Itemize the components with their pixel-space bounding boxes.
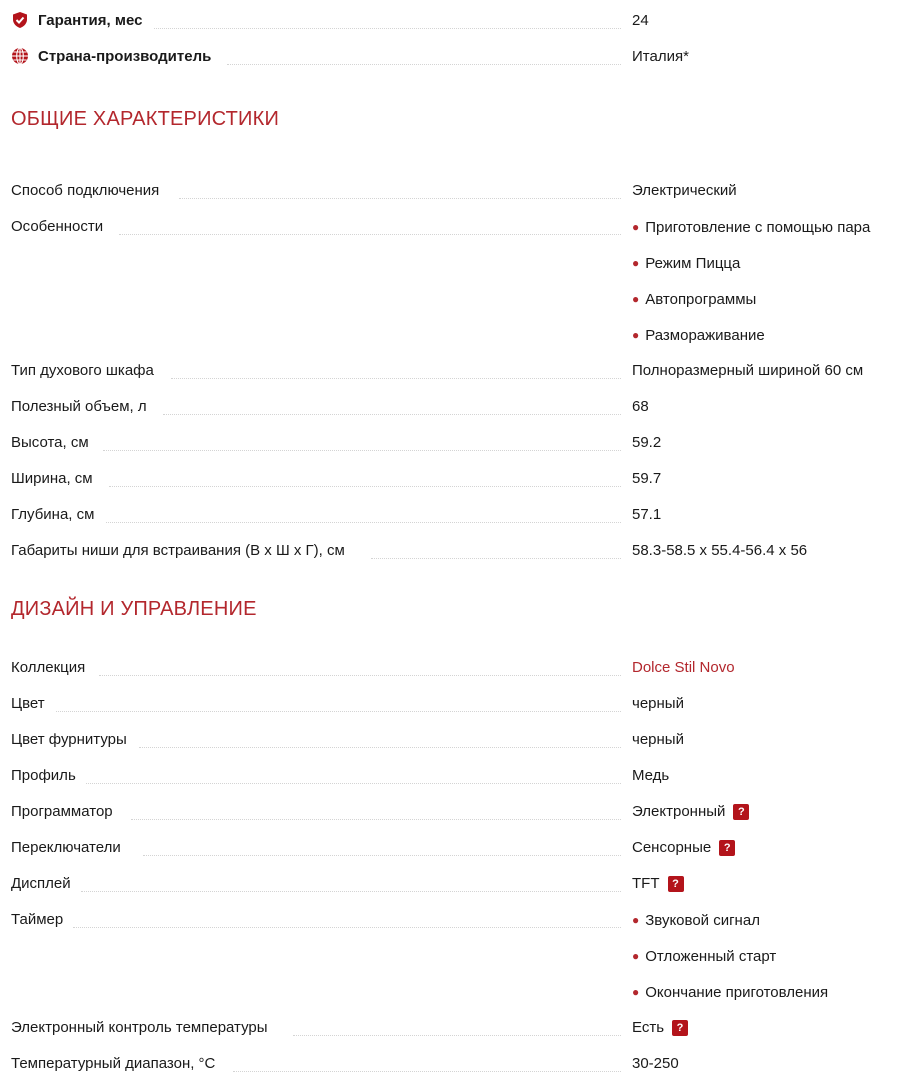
list-item: ● Отложенный старт xyxy=(632,948,777,965)
dotted-leader xyxy=(154,28,621,29)
spec-row-timer xyxy=(11,900,896,936)
spec-value: Сенсорные ? xyxy=(632,839,735,857)
dotted-leader xyxy=(106,522,621,523)
dotted-leader xyxy=(233,1071,621,1072)
dotted-leader xyxy=(293,1035,621,1036)
spec-row-hardware-color xyxy=(11,720,896,756)
bullet-icon: ● xyxy=(632,220,640,234)
help-icon[interactable]: ? xyxy=(733,804,749,820)
spec-value: Италия* xyxy=(632,48,689,65)
spec-label: Программатор xyxy=(11,803,113,820)
spec-value: Есть ? xyxy=(632,1019,688,1037)
spec-value: Полноразмерный шириной 60 см xyxy=(632,362,864,379)
bullet-icon: ● xyxy=(632,949,640,963)
dotted-leader xyxy=(56,711,621,712)
dotted-leader xyxy=(179,198,621,199)
spec-row-switches xyxy=(11,828,896,864)
help-icon[interactable]: ? xyxy=(668,876,684,892)
spec-label: Электронный контроль температуры xyxy=(11,1019,268,1036)
spec-label: Цвет xyxy=(11,695,45,712)
spec-row-country xyxy=(11,37,896,73)
spec-value: Медь xyxy=(632,767,670,784)
spec-label: Таймер xyxy=(11,911,64,928)
spec-row-niche xyxy=(11,531,896,567)
spec-label: Профиль xyxy=(11,767,76,784)
list-item: ● Размораживание xyxy=(632,327,765,344)
spec-label: Тип духового шкафа xyxy=(11,362,154,379)
dotted-leader xyxy=(143,855,621,856)
dotted-leader xyxy=(73,927,621,928)
spec-row-color xyxy=(11,684,896,720)
spec-row-temp-control xyxy=(11,1008,896,1044)
spec-value: Электрический xyxy=(632,182,737,199)
list-item: ● Приготовление с помощью пара xyxy=(632,219,871,236)
spec-label: Способ подключения xyxy=(11,182,160,199)
spec-label: Цвет фурнитуры xyxy=(11,731,127,748)
spec-value: TFT ? xyxy=(632,875,684,893)
spec-label: Ширина, см xyxy=(11,470,93,487)
list-item: ● Звуковой сигнал xyxy=(632,912,760,929)
spec-label: Полезный объем, л xyxy=(11,398,147,415)
spec-value: черный xyxy=(632,731,684,748)
dotted-leader xyxy=(227,64,621,65)
spec-value: 30-250 xyxy=(632,1055,679,1072)
spec-label: Страна-производитель xyxy=(38,48,212,65)
dotted-leader xyxy=(171,378,621,379)
spec-value: 59.7 xyxy=(632,470,662,487)
list-item: ● Автопрограммы xyxy=(632,291,757,308)
spec-row-profile xyxy=(11,756,896,792)
bullet-icon: ● xyxy=(632,292,640,306)
spec-label: Гарантия, мес xyxy=(38,12,143,29)
spec-label: Температурный диапазон, °С xyxy=(11,1055,216,1072)
spec-value: 57.1 xyxy=(632,506,662,523)
section-design xyxy=(11,567,896,648)
bullet-icon: ● xyxy=(632,328,640,342)
spec-row-oven-type xyxy=(11,351,896,387)
collection-link[interactable]: Dolce Stil Novo xyxy=(632,659,735,676)
spec-row-volume xyxy=(11,387,896,423)
dotted-leader xyxy=(139,747,621,748)
spec-row-height xyxy=(11,423,896,459)
dotted-leader xyxy=(86,783,621,784)
help-icon[interactable]: ? xyxy=(719,840,735,856)
dotted-leader xyxy=(371,558,621,559)
list-item: ● Окончание приготовления xyxy=(632,984,829,1001)
bullet-icon: ● xyxy=(632,913,640,927)
section-title: ДИЗАЙН И УПРАВЛЕНИЕ xyxy=(11,598,257,620)
spec-row-features-cont xyxy=(11,315,896,351)
dotted-leader xyxy=(163,414,621,415)
section-general xyxy=(11,73,896,171)
dotted-leader xyxy=(131,819,621,820)
spec-label: Особенности xyxy=(11,218,104,235)
dotted-leader xyxy=(81,891,621,892)
spec-row-programmer xyxy=(11,792,896,828)
spec-value: 24 xyxy=(632,12,649,29)
spec-row-features-cont xyxy=(11,243,896,279)
dotted-leader xyxy=(119,234,621,235)
spec-label: Габариты ниши для встраивания (В х Ш х Г), см xyxy=(11,542,345,559)
spec-value: 58.3-58.5 х 55.4-56.4 х 56 xyxy=(632,542,808,559)
spec-row-depth xyxy=(11,495,896,531)
spec-row-features xyxy=(11,207,896,243)
dotted-leader xyxy=(99,675,621,676)
section-title: ОБЩИЕ ХАРАКТЕРИСТИКИ xyxy=(11,108,280,130)
spec-label: Коллекция xyxy=(11,659,86,676)
help-icon[interactable]: ? xyxy=(672,1020,688,1036)
dotted-leader xyxy=(109,486,621,487)
spec-value: 68 xyxy=(632,398,649,415)
bullet-icon: ● xyxy=(632,985,640,999)
spec-row-warranty xyxy=(11,1,896,37)
spec-row-temp-range xyxy=(11,1044,896,1080)
bullet-icon: ● xyxy=(632,256,640,270)
spec-value: черный xyxy=(632,695,684,712)
spec-label: Дисплей xyxy=(11,875,71,892)
spec-row-features-cont xyxy=(11,279,896,315)
spec-value: Электронный ? xyxy=(632,803,749,821)
spec-row-collection xyxy=(11,648,896,684)
spec-label: Переключатели xyxy=(11,839,121,856)
spec-row-timer-cont xyxy=(11,972,896,1008)
spec-row-connection xyxy=(11,171,896,207)
spec-row-width xyxy=(11,459,896,495)
shield-check-icon xyxy=(11,11,29,29)
globe-icon xyxy=(11,47,29,65)
spec-label: Глубина, см xyxy=(11,506,95,523)
spec-row-timer-cont xyxy=(11,936,896,972)
list-item: ● Режим Пицца xyxy=(632,255,741,272)
dotted-leader xyxy=(103,450,621,451)
spec-label: Высота, см xyxy=(11,434,89,451)
spec-row-display xyxy=(11,864,896,900)
spec-value: 59.2 xyxy=(632,434,662,451)
